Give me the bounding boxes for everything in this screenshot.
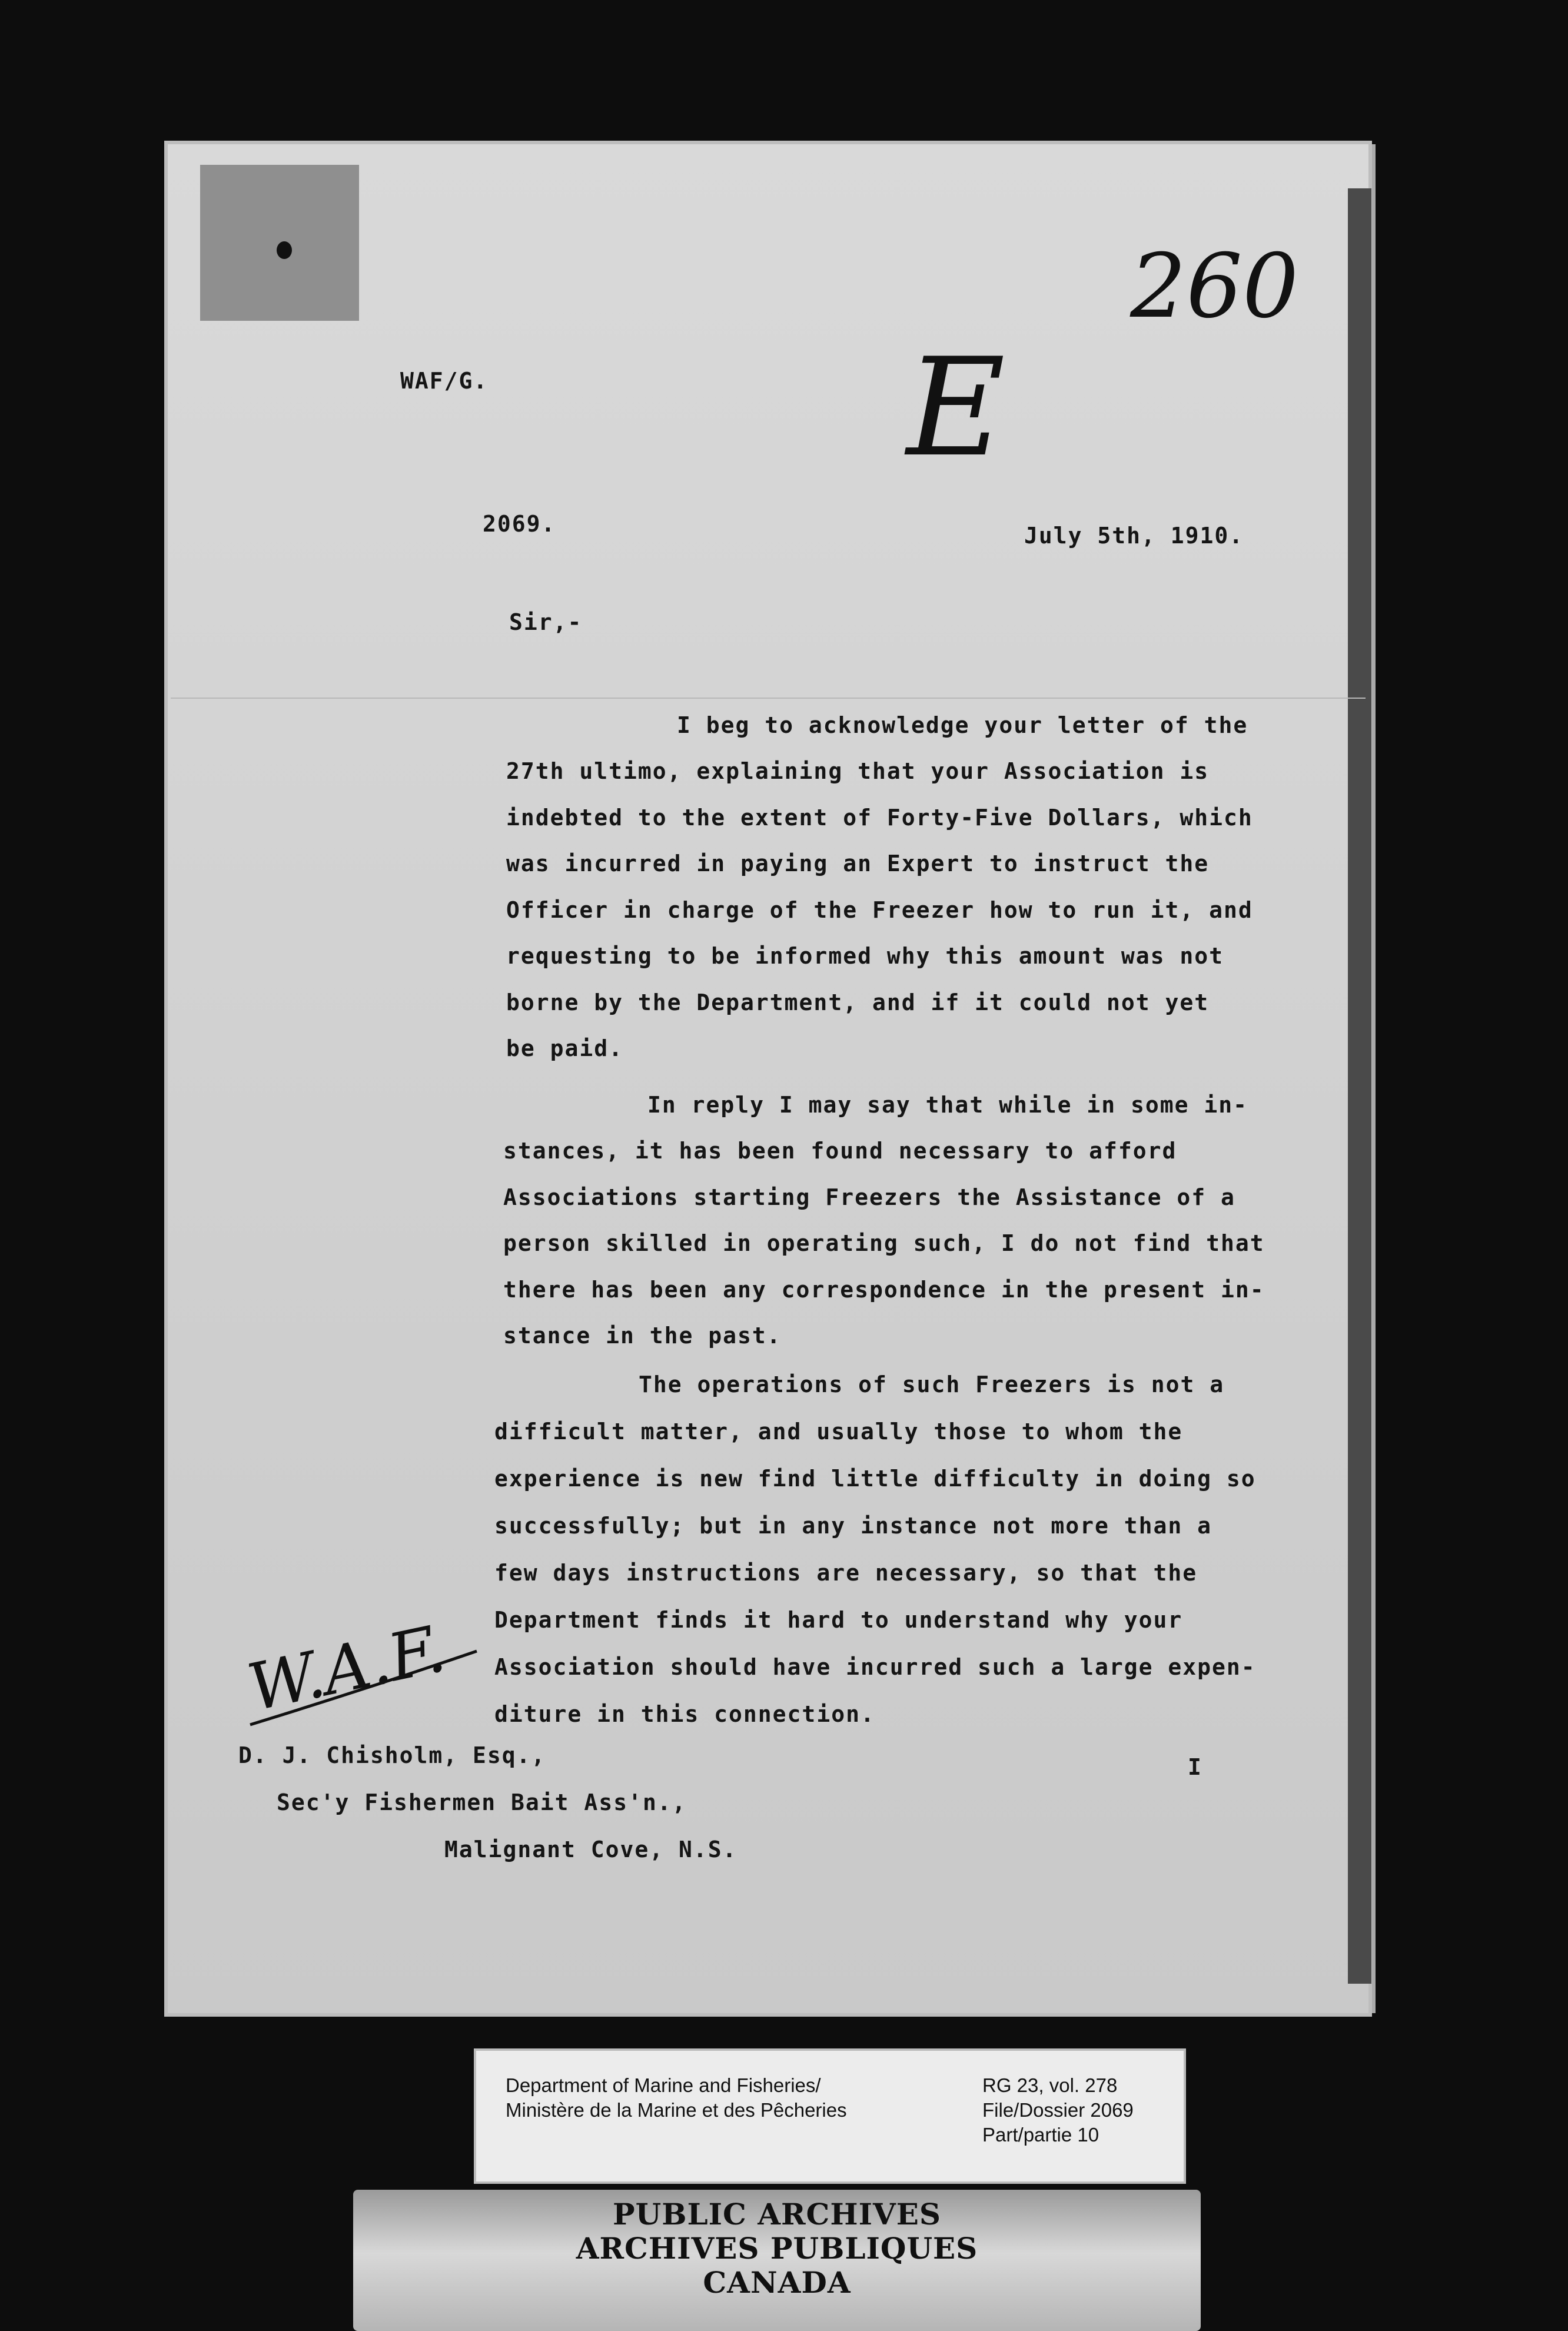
para3-line8: diture in this connection. xyxy=(494,1701,875,1727)
recipient-address: Malignant Cove, N.S. xyxy=(444,1837,738,1862)
para1-line6: requesting to be informed why this amount was not xyxy=(506,943,1224,969)
para3-line3: experience is new find little difficulty in doing so xyxy=(494,1466,1256,1492)
para3-line1: The operations of such Freezers is not a xyxy=(639,1372,1225,1397)
punch-hole xyxy=(277,241,292,259)
para1-line3: indebted to the extent of Forty-Five Dollars, which xyxy=(506,805,1253,831)
para3-line4: successfully; but in any instance not more than a xyxy=(494,1513,1212,1539)
para3-line2: difficult matter, and usually those to whom the xyxy=(494,1419,1183,1445)
department-english: Department of Marine and Fisheries/ xyxy=(506,2074,821,2096)
para2-line4: person skilled in operating such, I do not find that xyxy=(503,1230,1265,1256)
file-dossier: File/Dossier 2069 xyxy=(982,2099,1134,2121)
part-partie: Part/partie 10 xyxy=(982,2124,1099,2146)
page-shadow-edge xyxy=(1348,188,1371,1984)
para1-line7: borne by the Department, and if it could not yet xyxy=(506,989,1210,1015)
para3-line7: Association should have incurred such a large expen- xyxy=(494,1654,1256,1680)
para2-line5: there has been any correspondence in the present in- xyxy=(503,1277,1265,1303)
page-mark: I xyxy=(1188,1754,1202,1780)
para3-line6: Department finds it hard to understand why your xyxy=(494,1607,1183,1633)
para2-line1: In reply I may say that while in some in- xyxy=(647,1092,1248,1118)
letter-date: July 5th, 1910. xyxy=(1024,523,1244,549)
record-group: RG 23, vol. 278 xyxy=(982,2074,1118,2096)
initials-underline xyxy=(247,1648,483,1731)
para2-line6: stance in the past. xyxy=(503,1323,782,1349)
department-french: Ministère de la Marine et des Pêcheries xyxy=(506,2099,847,2121)
banner-line-3: CANADA xyxy=(703,2265,851,2300)
banner-line-1: PUBLIC ARCHIVES xyxy=(613,2197,941,2232)
fold-line xyxy=(171,698,1366,699)
file-number: 2069. xyxy=(483,511,556,537)
recipient-title: Sec'y Fishermen Bait Ass'n., xyxy=(277,1789,687,1815)
recipient-name: D. J. Chisholm, Esq., xyxy=(238,1742,546,1768)
para2-line2: stances, it has been found necessary to afford xyxy=(503,1138,1177,1164)
para3-line5: few days instructions are necessary, so that the xyxy=(494,1560,1198,1586)
handwritten-page-number: 260 xyxy=(1130,235,1299,338)
letter-page xyxy=(168,144,1368,2013)
archive-caption-label xyxy=(474,2048,1186,2184)
public-archives-banner xyxy=(353,2190,1201,2331)
para1-line4: was incurred in paying an Expert to instruct the xyxy=(506,851,1210,876)
para1-line2: 27th ultimo, explaining that your Association is xyxy=(506,758,1210,784)
para1-line5: Officer in charge of the Freezer how to run it, and xyxy=(506,897,1253,923)
para1-line8: be paid. xyxy=(506,1035,624,1061)
banner-line-2: ARCHIVES PUBLIQUES xyxy=(576,2231,978,2266)
salutation: Sir,- xyxy=(509,609,583,635)
handwritten-initials: W.A.F. xyxy=(241,1611,451,1726)
file-reference: WAF/G. xyxy=(400,368,489,394)
para2-line3: Associations starting Freezers the Assistance of a xyxy=(503,1184,1235,1210)
handwritten-mark: E xyxy=(906,330,1005,487)
para1-line1: I beg to acknowledge your letter of the xyxy=(677,712,1248,738)
